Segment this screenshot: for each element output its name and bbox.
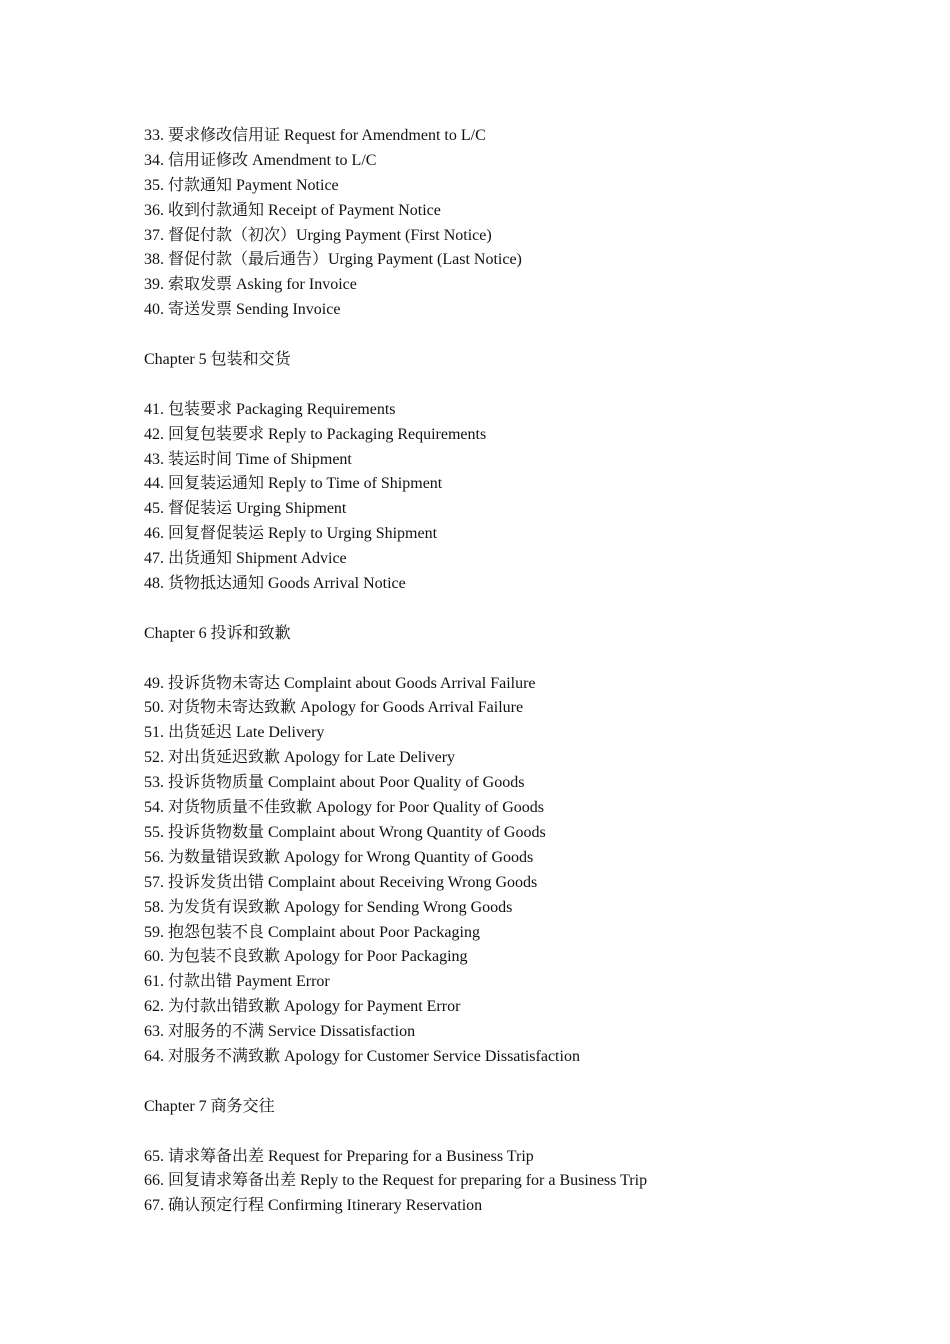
chapter-heading: Chapter 5 包装和交货 (144, 351, 291, 369)
list-item: 53. 投诉货物质量 Complaint about Poor Quality of Goods (144, 774, 525, 792)
section-payment (144, 124, 924, 323)
spacer (144, 323, 924, 348)
list-item: 40. 寄送发票 Sending Invoice (144, 301, 341, 319)
chapter-heading: Chapter 6 投诉和致歉 (144, 624, 291, 642)
spacer (144, 597, 924, 622)
list-item: 62. 为付款出错致歉 Apology for Payment Error (144, 998, 461, 1016)
list-item: 46. 回复督促装运 Reply to Urging Shipment (144, 525, 438, 543)
chapter-heading: Chapter 7 商务交往 (144, 1097, 275, 1115)
list-item: 47. 出货通知 Shipment Advice (144, 550, 347, 568)
list-item: 66. 回复请求筹备出差 Reply to the Request for preparing for a Business Trip (144, 1172, 648, 1190)
section-chapter-6 (144, 622, 924, 1070)
list-item: 45. 督促装运 Urging Shipment (144, 500, 347, 518)
list-item: 50. 对货物未寄达致歉 Apology for Goods Arrival Failure (144, 699, 524, 717)
list-item: 35. 付款通知 Payment Notice (144, 176, 339, 194)
list-item: 64. 对服务不满致歉 Apology for Customer Service Dissatisfaction (144, 1047, 580, 1065)
list-item: 34. 信用证修改 Amendment to L/C (144, 151, 377, 169)
list-item: 51. 出货延迟 Late Delivery (144, 724, 325, 742)
list-item: 39. 索取发票 Asking for Invoice (144, 276, 357, 294)
list-item: 48. 货物抵达通知 Goods Arrival Notice (144, 575, 406, 593)
list-item: 67. 确认预定行程 Confirming Itinerary Reservation (144, 1197, 483, 1215)
spacer (144, 647, 924, 672)
list-item: 49. 投诉货物未寄达 Complaint about Goods Arrival Failure (144, 674, 536, 692)
list-item: 37. 督促付款（初次）Urging Payment (First Notice) (144, 226, 492, 244)
spacer (144, 373, 924, 398)
list-item: 59. 抱怨包装不良 Complaint about Poor Packaging (144, 923, 480, 941)
list-item: 44. 回复装运通知 Reply to Time of Shipment (144, 475, 443, 493)
list-item: 58. 为发货有误致歉 Apology for Sending Wrong Goods (144, 898, 513, 916)
list-item: 36. 收到付款通知 Receipt of Payment Notice (144, 201, 441, 219)
spacer (144, 1120, 924, 1145)
list-item: 38. 督促付款（最后通告）Urging Payment (Last Notice) (144, 251, 522, 269)
list-item: 57. 投诉发货出错 Complaint about Receiving Wrong Goods (144, 873, 538, 891)
document-page (144, 124, 924, 1219)
list-item: 33. 要求修改信用证 Request for Amendment to L/C (144, 127, 486, 144)
list-item: 56. 为数量错误致歉 Apology for Wrong Quantity of Goods (144, 848, 534, 866)
list-item: 60. 为包装不良致歉 Apology for Poor Packaging (144, 948, 468, 966)
list-item: 55. 投诉货物数量 Complaint about Wrong Quantity of Goods (144, 823, 546, 841)
spacer (144, 1070, 924, 1095)
section-chapter-5 (144, 348, 924, 597)
list-item: 63. 对服务的不满 Service Dissatisfaction (144, 1023, 416, 1041)
section-chapter-7 (144, 1095, 924, 1219)
list-item: 43. 装运时间 Time of Shipment (144, 450, 352, 468)
list-item: 61. 付款出错 Payment Error (144, 973, 330, 991)
list-item: 65. 请求筹备出差 Request for Preparing for a Business Trip (144, 1147, 534, 1165)
list-item: 54. 对货物质量不佳致歉 Apology for Poor Quality of Goods (144, 799, 544, 817)
list-item: 52. 对出货延迟致歉 Apology for Late Delivery (144, 749, 456, 767)
list-item: 42. 回复包装要求 Reply to Packaging Requirements (144, 425, 487, 443)
list-item: 41. 包装要求 Packaging Requirements (144, 400, 396, 418)
